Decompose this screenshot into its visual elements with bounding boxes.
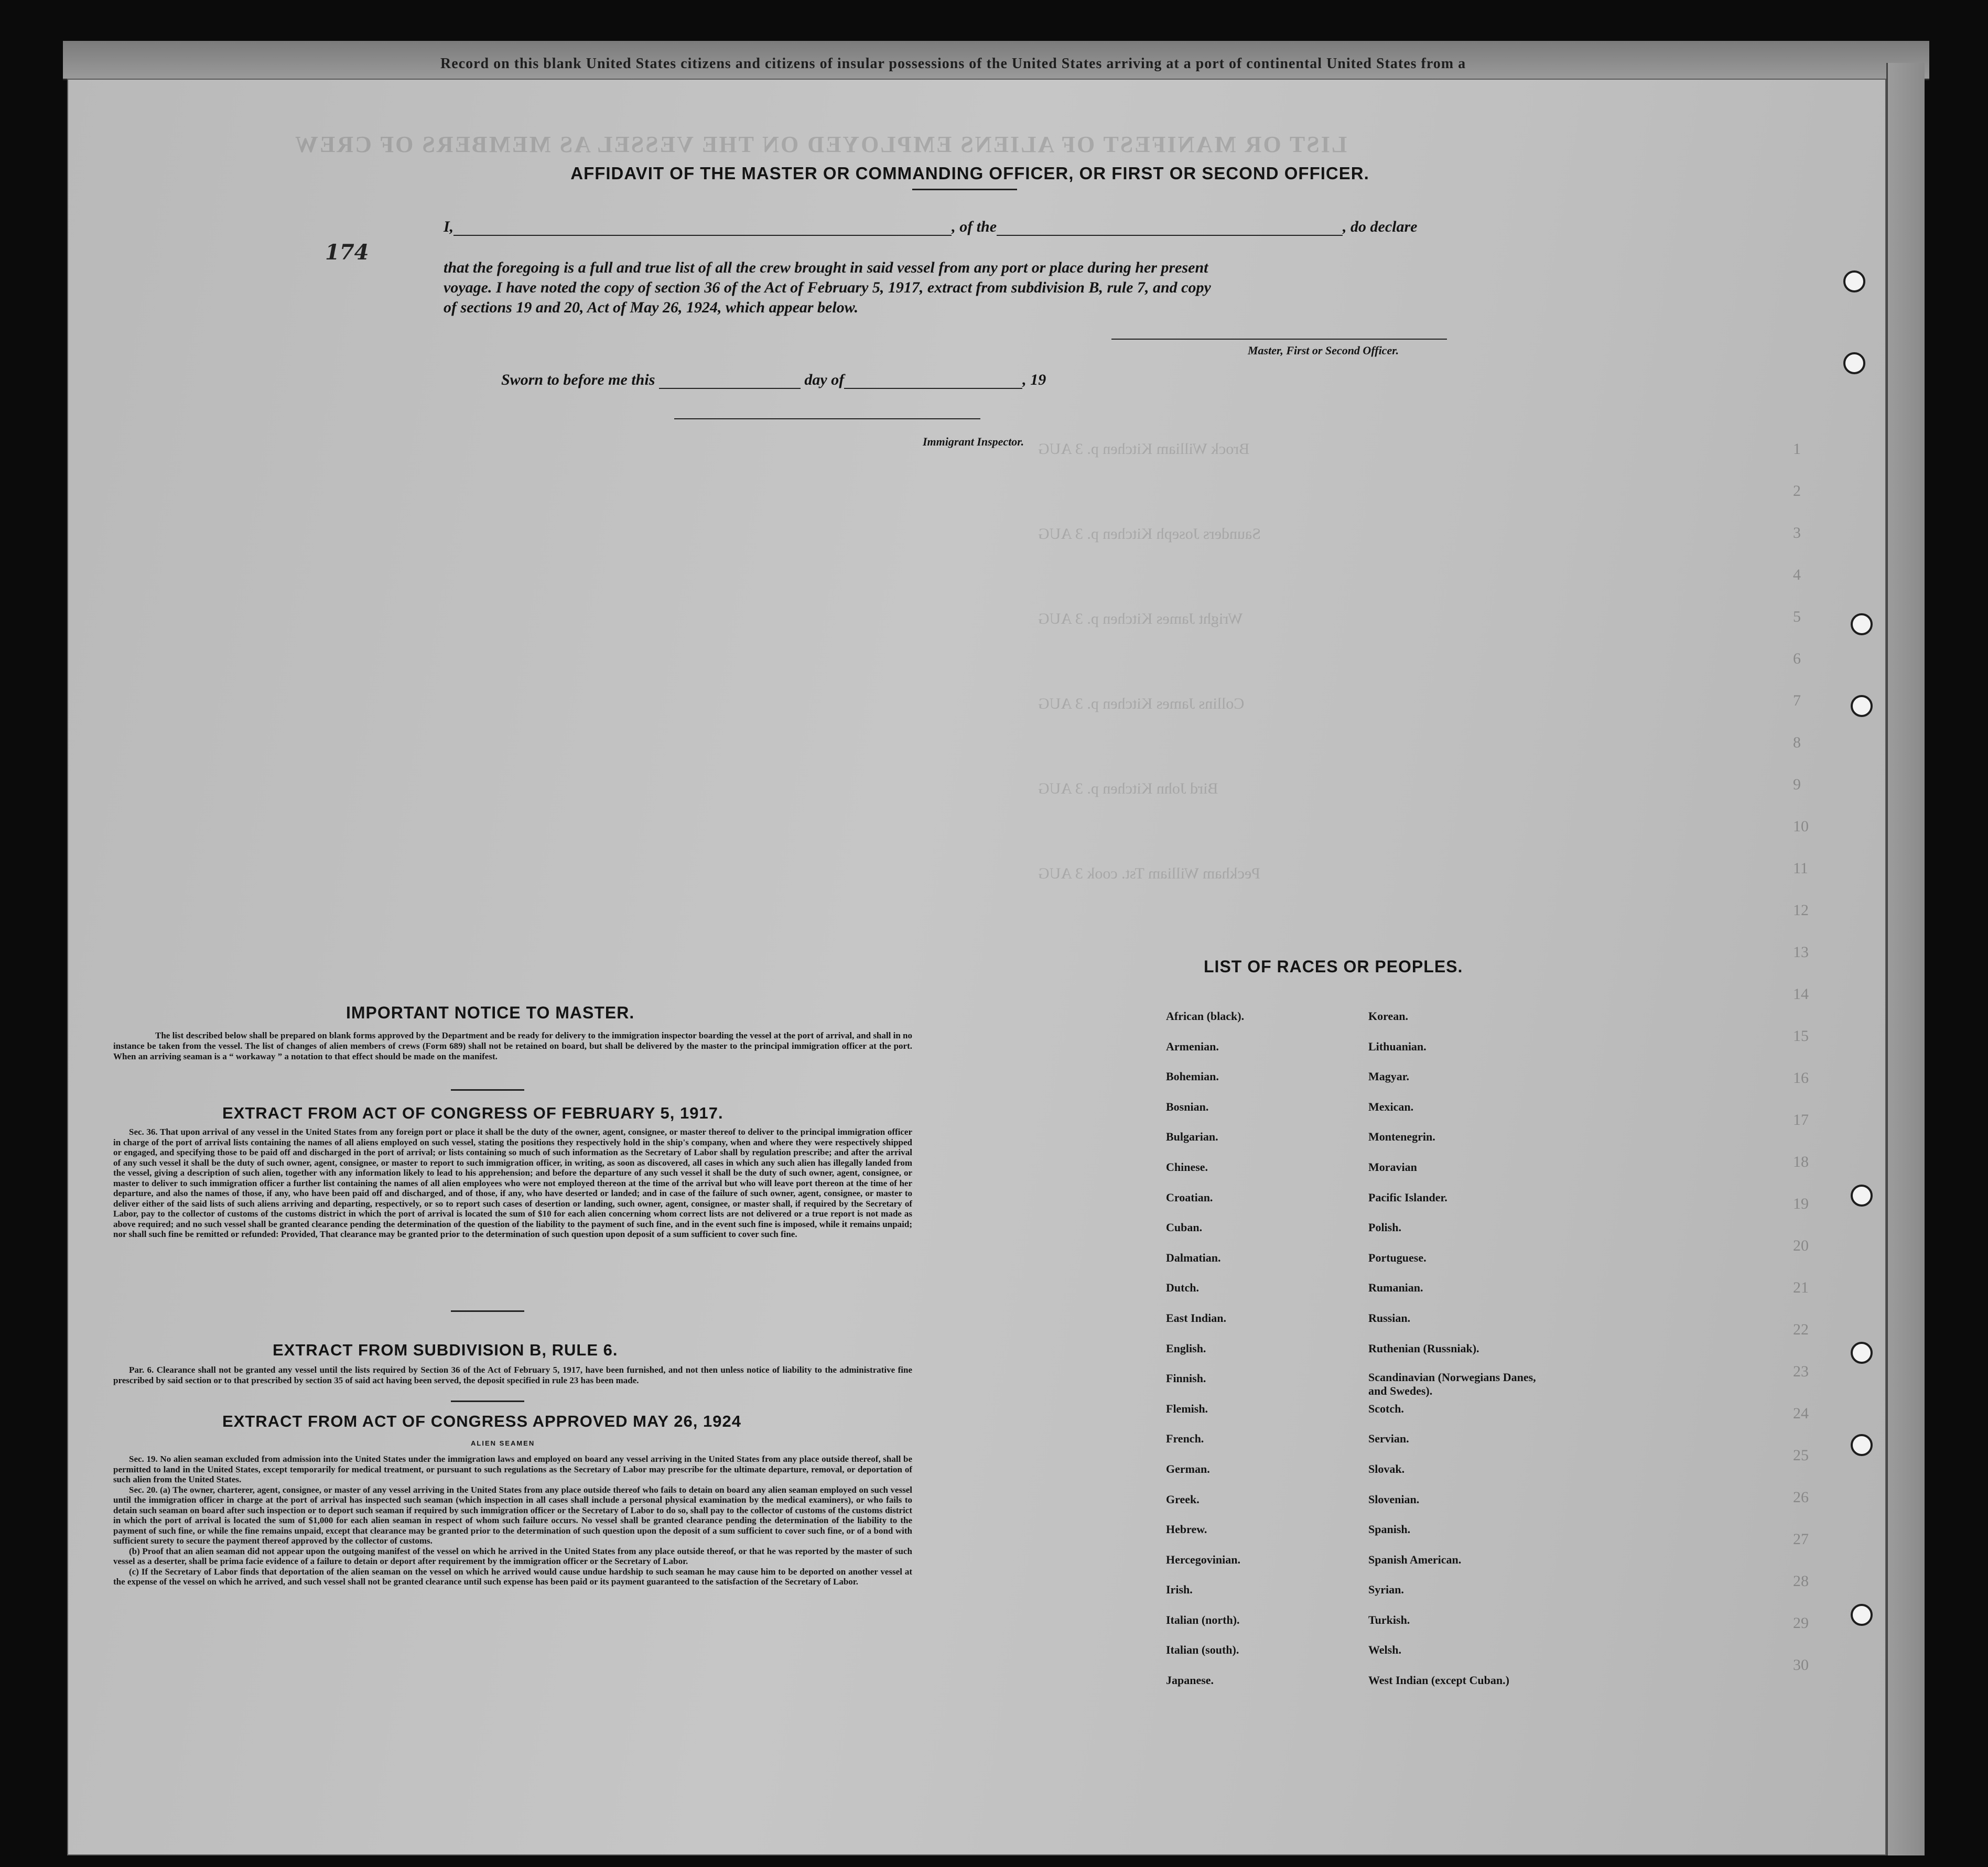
extract-rule6-body — [113, 1365, 912, 1385]
bleed-through-title: LIST OR MANIFEST OF ALIENS EMPLOYED ON THE VESSEL AS MEMBERS OF CREW — [294, 132, 1347, 157]
bleed-through-row-number: 21 — [1793, 1279, 1809, 1296]
bleed-through-row-number: 20 — [1793, 1237, 1809, 1254]
bleed-through-row-number: 29 — [1793, 1614, 1809, 1632]
section-19-text: Sec. 19. No alien seaman excluded from admission into the United States under the immigration laws and employed on board any vessel arriving in the United States from any place outside thereof, shall be permitted to land in the United States, except temporarily for medical treatment, or pursuant to such regulations as the Secretary of Labor may prescribe for the ultimate departure, removal, or deportation of such alien from the United States. — [113, 1454, 912, 1484]
section-20c-text: (c) If the Secretary of Labor finds that deportation of the alien seaman on the vessel on which he arrived would cause undue hardship to such seaman he may cause him to be deported on another vessel at the expense of the vessel on which he arrived, and such vessel shall not be granted clearance until such expense has been paid or its payment guaranteed to the satisfaction of the Secretary of Labor. — [113, 1566, 912, 1587]
affidavit-declare: , do declare — [1343, 218, 1418, 235]
race-item: Armenian. — [1166, 1039, 1219, 1053]
punch-hole-icon — [1851, 613, 1873, 635]
race-item: Magyar. — [1368, 1070, 1410, 1083]
races-title: LIST OF RACES OR PEOPLES. — [1204, 957, 1463, 976]
bleed-through-row-number: 1 — [1793, 440, 1801, 458]
race-item: Dalmatian. — [1166, 1251, 1221, 1264]
sworn-day-of: day of — [804, 371, 845, 388]
punch-hole-icon — [1851, 1342, 1873, 1364]
affidavit-rule — [912, 189, 1017, 190]
race-item: Ruthenian (Russniak). — [1368, 1341, 1479, 1355]
bleed-through-row-number: 16 — [1793, 1069, 1809, 1087]
form-sheet — [67, 79, 1886, 1855]
race-item: German. — [1166, 1462, 1210, 1475]
bleed-through-row-number: 5 — [1793, 608, 1801, 625]
signature-label: Master, First or Second Officer. — [1248, 344, 1399, 357]
affidavit-line-1 — [444, 218, 1417, 236]
header-strip — [63, 41, 1929, 80]
race-item: Japanese. — [1166, 1674, 1214, 1687]
race-item: English. — [1166, 1341, 1206, 1355]
race-item: Servian. — [1368, 1432, 1409, 1446]
affidavit-line-4: of sections 19 and 20, Act of May 26, 1924, which appear below. — [444, 299, 859, 316]
bleed-through-row-number: 2 — [1793, 482, 1801, 500]
race-item: Bosnian. — [1166, 1100, 1209, 1113]
race-item: Slovak. — [1368, 1462, 1405, 1475]
bleed-through-row-number: 12 — [1793, 902, 1809, 919]
race-item: Bohemian. — [1166, 1070, 1219, 1083]
section-rule — [451, 1401, 524, 1402]
folio-number: 174 — [325, 240, 369, 265]
race-item: African (black). — [1166, 1010, 1245, 1023]
section-20b-text: (b) Proof that an alien seaman did not appear upon the outgoing manifest of the vessel on which he arrived in the United States from any place outside thereof, or that he was reported by the master of such vessel as a deserter, shall be prima facie evidence of a failure to detain or deport after requirement by the immigration officer or the Secretary of Labor. — [113, 1546, 912, 1566]
race-item: Dutch. — [1166, 1281, 1199, 1295]
bleed-through-row: Collins James Kitchen p. 3 AUG — [1038, 695, 1245, 712]
bleed-through-row-number: 11 — [1793, 860, 1808, 877]
bleed-through-row-number: 22 — [1793, 1321, 1809, 1338]
section-20a-text: Sec. 20. (a) The owner, charterer, agent, consignee, or master of any vessel arriving in the United States from any place outside thereof who fails to detain on board any alien seaman employed on such vessel until the immigration officer in charge at the port of arrival has inspected such seaman (which inspection in all cases shall include a personal physical examination by the medical examiners), or who fails to detain such seaman on board after such inspection or to deport such seaman if required by such immigration officer or the Secretary of Labor to do so, shall pay to the collector of customs of the customs district in which the port of arrival is located the sum of $1,000 for each alien seaman in respect of whom such failure occurs. No vessel shall be granted clearance pending the determination of the liability to the payment of such fine, or while the fine remains unpaid, except that clearance may be granted prior to the determination of such question upon the deposit of a sum sufficient to cover such fine, or of a bond with sufficient surety to secure the payment thereof approved by the collector of customs. — [113, 1484, 912, 1546]
bleed-through-row: Peckham William Tst. cook 3 AUG — [1038, 865, 1260, 882]
bleed-through-row-number: 14 — [1793, 985, 1809, 1003]
race-item: Scotch. — [1368, 1402, 1404, 1415]
signature-line[interactable] — [1111, 339, 1447, 340]
races-list-left — [1166, 1008, 1244, 1703]
sworn-prefix: Sworn to before me this — [501, 371, 655, 388]
race-item: Italian (north). — [1166, 1613, 1240, 1626]
race-item: Portuguese. — [1368, 1251, 1427, 1264]
bleed-through-row-number: 26 — [1793, 1489, 1809, 1506]
section-36-text: Sec. 36. That upon arrival of any vessel in the United States from any foreign port or place it shall be the duty of the owner, agent, consignee, or master thereof to deliver to the principal immigration officer in charge of the port of arrival lists containing the names of all aliens employed on such vessel, stating the positions they respectively hold in the ship's company, when and where they were respectively shipped or engaged, and specifying those to be paid off and discharged in the port of arrival; or lists containing so much of such information as the Secretary of Labor shall by regulation prescribe; and after the arrival of any such vessel it shall be the duty of such owner, agent, consignee, or master to report to such immigration officer, in writing, as soon as discovered, all cases in which any such alien has illegally landed from the vessel, giving a description of such alien, together with any information likely to lead to his apprehension; and before the departure of any such vessel it shall be the duty of such owner, agent, consignee, or master to deliver to such immigration officer a further list containing the names of all alien employees who were not employed thereon at the time of the arrival but who will leave port thereon at the time of her departure, and also the names of those, if any, who have been paid off and discharged, and of those, if any, who have deserted or landed; and in case of the failure of such owner, agent, consignee, or master to deliver either of the said lists of such aliens arriving and departing, respectively, or so to report such cases of desertion or landing, such owner, agent, consignee, or master shall, if required by the Secretary of Labor, pay to the collector of customs of the customs district in which the port of arrival is located the sum of $10 for each alien concerning whom correct lists are not delivered or a true report is not made as above required; and no such vessel shall be granted clearance pending the determination of the question of the liability to the payment of such fine, and in the event such fine is imposed, while it remains unpaid; nor shall such fine be remitted or refunded: Provided, That clearance may be granted prior to the determination of such question upon deposit of a sum sufficient to cover such fine. — [113, 1127, 912, 1239]
back-sheet-edge — [1886, 63, 1925, 1855]
day-blank[interactable] — [659, 388, 801, 389]
extract-rule6-title: EXTRACT FROM SUBDIVISION B, RULE 6. — [273, 1341, 618, 1359]
bleed-through-row-number: 8 — [1793, 734, 1801, 751]
rule-6-text: Par. 6. Clearance shall not be granted any vessel until the lists required by Section 36 of the Act of February 5, 1917, have been furnished, and not then unless notice of liability to the administrative fine prescribed by said section or to that prescribed by section 35 of said act having been served, the deposit specified in rule 23 has been made. — [113, 1365, 912, 1385]
affidavit-line-2: that the foregoing is a full and true list of all the crew brought in said vessel from any port or place during her present — [444, 259, 1208, 276]
punch-hole-icon — [1843, 270, 1865, 292]
races-list-right — [1368, 1008, 1541, 1703]
bleed-through-row-number: 4 — [1793, 566, 1801, 583]
race-item: Spanish American. — [1368, 1553, 1462, 1566]
affidavit-of-the: , of the — [952, 218, 997, 235]
extract-1917-body — [113, 1127, 912, 1240]
race-item: Pacific Islander. — [1368, 1190, 1447, 1204]
section-rule — [451, 1089, 524, 1091]
bleed-through-row: Brock William Kitchen p. 3 AUG — [1038, 440, 1250, 458]
extract-1917-title: EXTRACT FROM ACT OF CONGRESS OF FEBRUARY 5, 1917. — [222, 1104, 723, 1122]
race-item: Polish. — [1368, 1221, 1401, 1234]
bleed-through-row-number: 6 — [1793, 650, 1801, 667]
race-item: French. — [1166, 1432, 1204, 1446]
race-item: Moravian — [1368, 1160, 1417, 1174]
bleed-through-row: Bird John Kitchen p. 3 AUG — [1038, 780, 1218, 797]
race-item: Syrian. — [1368, 1583, 1404, 1597]
affidavit-line-3: voyage. I have noted the copy of section 36 of the Act of February 5, 1917, extract from subdivision B, rule 7, and copy — [444, 279, 1211, 296]
inspector-label: Immigrant Inspector. — [923, 435, 1024, 448]
bleed-through-row-number: 19 — [1793, 1195, 1809, 1212]
bleed-through-row: Wright James Kitchen p. 3 AUG — [1038, 610, 1243, 627]
affidavit-title: AFFIDAVIT OF THE MASTER OR COMMANDING OFFICER, OR FIRST OR SECOND OFFICER. — [570, 164, 1369, 183]
bleed-through-row-number: 3 — [1793, 524, 1801, 541]
punch-hole-icon — [1843, 352, 1865, 374]
race-item: East Indian. — [1166, 1311, 1226, 1325]
race-item: Russian. — [1368, 1311, 1411, 1325]
vessel-blank[interactable] — [997, 235, 1343, 236]
race-item: Hercegovinian. — [1166, 1553, 1240, 1566]
extract-1924-title: EXTRACT FROM ACT OF CONGRESS APPROVED MAY 26, 1924 — [222, 1412, 741, 1430]
race-item: Scandinavian (Norwegians Danes, and Swedes). — [1368, 1371, 1536, 1398]
bleed-through-row-number: 7 — [1793, 692, 1801, 709]
important-notice-title: IMPORTANT NOTICE TO MASTER. — [346, 1003, 635, 1022]
race-item: Italian (south). — [1166, 1643, 1239, 1657]
sworn-line — [501, 371, 1046, 389]
bleed-through-row-number: 24 — [1793, 1405, 1809, 1422]
race-item: Slovenian. — [1368, 1492, 1420, 1506]
race-item: Korean. — [1368, 1010, 1408, 1023]
race-item: Hebrew. — [1166, 1523, 1207, 1536]
header-strip-text: Record on this blank United States citizens and citizens of insular possessions of the United States arriving at a port of continental United States from a — [440, 56, 1466, 72]
bleed-through-row-number: 28 — [1793, 1572, 1809, 1590]
race-item: Finnish. — [1166, 1372, 1206, 1385]
bleed-through-row-number: 13 — [1793, 943, 1809, 961]
race-item: Irish. — [1166, 1583, 1193, 1597]
race-item: Flemish. — [1166, 1402, 1208, 1415]
bleed-through-row-number: 27 — [1793, 1530, 1809, 1548]
affidavit-i: I, — [444, 218, 454, 235]
race-item: Croatian. — [1166, 1190, 1213, 1204]
race-item: Spanish. — [1368, 1523, 1411, 1536]
bleed-through-row: Saunders Joseph Kitchen p. 3 AUG — [1038, 525, 1261, 542]
punch-hole-icon — [1851, 1434, 1873, 1456]
important-notice-body: The list described below shall be prepared on blank forms approved by the Department and be ready for delivery to the immigration inspector boarding the vessel at the port of arrival, and shall in no instance be taken from the vessel. The list of changes of alien members of crews (Form 689) shall not be retained on board, but shall be delivered by the master to the principal immigration officer at the port. When an arriving seaman is a “ workaway ” a notation to that effect should be made on the manifest. — [113, 1030, 912, 1061]
month-blank[interactable] — [844, 388, 1022, 389]
race-item: Welsh. — [1368, 1643, 1401, 1657]
race-item: Turkish. — [1368, 1613, 1410, 1626]
section-rule — [451, 1310, 524, 1312]
bleed-through-row-number: 9 — [1793, 776, 1801, 793]
race-item: Chinese. — [1166, 1160, 1208, 1174]
race-item: Mexican. — [1368, 1100, 1414, 1113]
bleed-through-row-number: 25 — [1793, 1447, 1809, 1464]
sworn-year: , 19 — [1022, 371, 1046, 388]
bleed-through-row-number: 18 — [1793, 1153, 1809, 1170]
race-item: Cuban. — [1166, 1221, 1203, 1234]
name-blank[interactable] — [453, 235, 952, 236]
bleed-through-row-number: 15 — [1793, 1027, 1809, 1045]
race-item: West Indian (except Cuban.) — [1368, 1674, 1509, 1687]
race-item: Bulgarian. — [1166, 1130, 1218, 1144]
race-item: Montenegrin. — [1368, 1130, 1435, 1144]
bleed-through-row-number: 23 — [1793, 1363, 1809, 1380]
bleed-through-row-number: 30 — [1793, 1656, 1809, 1674]
extract-1924-body — [113, 1454, 912, 1587]
race-item: Rumanian. — [1368, 1281, 1423, 1295]
alien-seamen-label: ALIEN SEAMEN — [471, 1439, 535, 1447]
inspector-signature-line[interactable] — [674, 418, 980, 419]
race-item: Greek. — [1166, 1492, 1200, 1506]
race-item: Lithuanian. — [1368, 1039, 1427, 1053]
punch-hole-icon — [1851, 1185, 1873, 1207]
bleed-through-row-number: 17 — [1793, 1111, 1809, 1128]
bleed-through-row-number: 10 — [1793, 818, 1809, 835]
punch-hole-icon — [1851, 695, 1873, 717]
punch-hole-icon — [1851, 1604, 1873, 1626]
